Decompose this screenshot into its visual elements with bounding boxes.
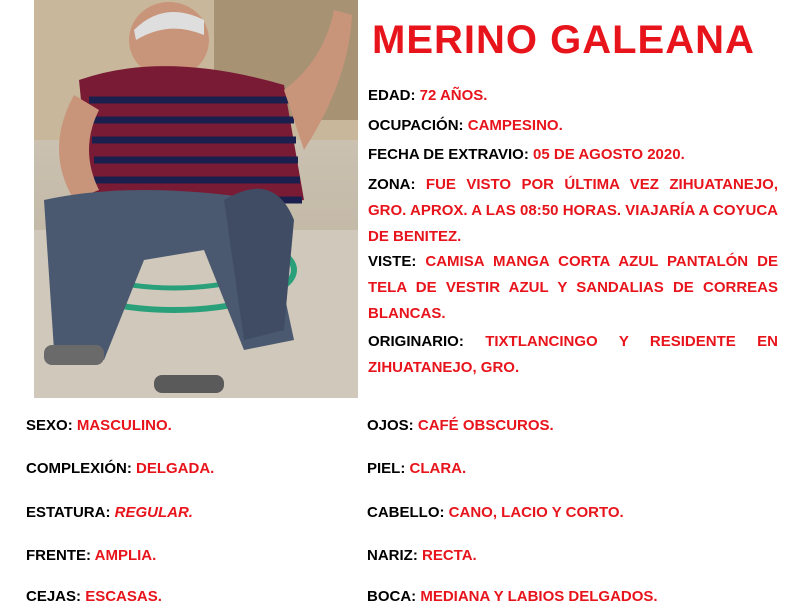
feature-label: CABELLO: [367,504,445,521]
feature-cabello [367,502,624,524]
feature-label: PIEL: [367,460,406,477]
feature-value: MASCULINO. [76,417,172,434]
feature-value: CAFÉ OBSCUROS. [417,417,554,434]
feature-boca [367,586,658,608]
feature-piel [367,458,466,480]
edad-value: 72 AÑOS. [419,87,488,104]
feature-value: ESCASAS. [85,588,162,605]
feature-separator: : [67,417,77,434]
feature-frente [26,545,156,567]
feature-label: NARIZ: [367,547,418,564]
detail-zona [368,172,778,250]
feature-value: MEDIANA Y LABIOS DELGADOS. [420,588,658,605]
feature-ojos [367,415,554,437]
feature-sexo [26,415,172,437]
feature-label: BOCA: [367,588,417,605]
detail-fecha [368,142,778,168]
ocupacion-value: CAMPESINO. [467,117,563,134]
feature-estatura [26,502,193,524]
fecha-label: FECHA DE EXTRAVIO: [368,146,529,163]
feature-label: ESTATURA: [26,504,111,521]
ocupacion-label: OCUPACIÓN: [368,117,464,134]
detail-originario [368,329,778,381]
feature-value: AMPLIA. [94,547,157,564]
feature-complexion [26,458,214,480]
feature-label: COMPLEXIÓN: [26,460,132,477]
person-name: MERINO GALEANA [372,18,755,62]
fecha-value: 05 DE AGOSTO 2020. [533,146,685,163]
feature-value: DELGADA. [136,460,215,477]
feature-label: OJOS: [367,417,414,434]
feature-label: FRENTE: [26,547,91,564]
feature-label: SEXO [26,417,68,434]
feature-value: REGULAR. [114,504,193,521]
detail-ocupacion [368,113,778,139]
feature-cejas [26,586,162,608]
detail-viste [368,249,778,327]
feature-nariz [367,545,477,567]
feature-value: RECTA. [422,547,477,564]
originario-label: ORIGINARIO: [368,333,464,350]
feature-label: CEJAS: [26,588,82,605]
person-photo [34,0,358,398]
person-illustration [34,0,358,398]
feature-value: CLARA. [409,460,467,477]
viste-value: CAMISA MANGA CORTA AZUL PANTALÓN DE TELA DE VESTIR AZUL Y SANDALIAS DE CORREAS BLANCAS. [368,253,778,322]
edad-label: EDAD: [368,87,416,104]
detail-edad [368,83,778,109]
zona-label: ZONA: [368,176,416,193]
feature-value: CANO, LACIO Y CORTO. [448,504,624,521]
viste-label: VISTE: [368,253,417,270]
originario-value: TIXTLANCINGO Y RESIDENTE EN ZIHUATANEJO, GRO. [368,333,778,376]
zona-value: FUE VISTO POR ÚLTIMA VEZ ZIHUATANEJO, GRO. APROX. A LAS 08:50 HORAS. VIAJARÍA A COYUCA DE BENITEZ. [368,176,778,245]
